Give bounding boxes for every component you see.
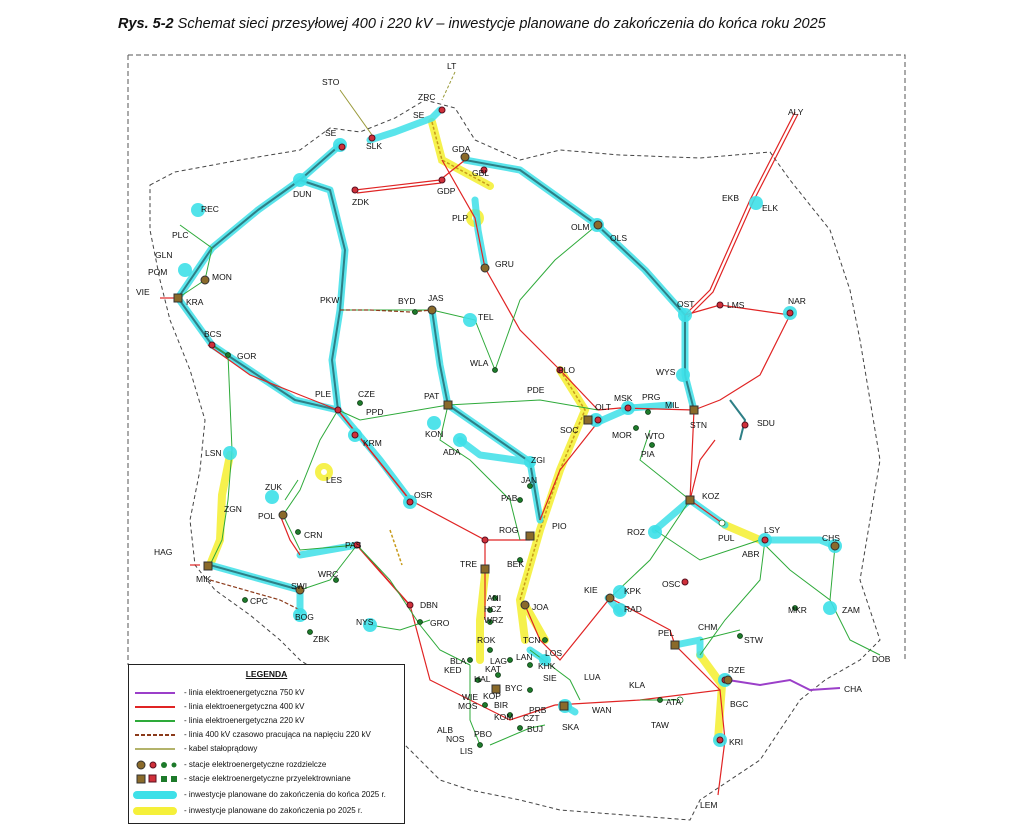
label-KRI: KRI bbox=[729, 737, 744, 747]
label-PEL: PEL bbox=[658, 628, 675, 638]
label-SKA: SKA bbox=[562, 722, 580, 732]
label-ZAM: ZAM bbox=[842, 605, 860, 615]
label-SE-west: SE bbox=[325, 128, 337, 138]
label-STO: STO bbox=[322, 77, 340, 87]
label-LUA: LUA bbox=[584, 672, 601, 682]
label-MON: MON bbox=[212, 272, 232, 282]
legend-label-750kv: - linia elektroenergetyczna 750 kV bbox=[184, 688, 305, 697]
legend-item-220kv bbox=[129, 715, 404, 727]
label-CZT: CZT bbox=[523, 713, 540, 723]
stations bbox=[174, 107, 842, 748]
label-LEM: LEM bbox=[700, 800, 718, 810]
label-SIE: SIE bbox=[543, 673, 557, 683]
label-TEL: TEL bbox=[478, 312, 494, 322]
label-JOA: JOA bbox=[532, 602, 549, 612]
label-KOP: KOP bbox=[483, 691, 501, 701]
legend-item-invest-2025 bbox=[129, 789, 404, 801]
label-GLN: GLN bbox=[155, 250, 173, 260]
label-ELK: ELK bbox=[762, 203, 779, 213]
label-DBN: DBN bbox=[420, 600, 438, 610]
legend-item-distribution-stations bbox=[129, 759, 404, 771]
label-BYD: BYD bbox=[398, 296, 416, 306]
legend-symbol-400kv bbox=[133, 701, 177, 713]
label-LT: LT bbox=[447, 61, 457, 71]
label-ALB: ALB bbox=[437, 725, 454, 735]
label-NAR: NAR bbox=[788, 296, 806, 306]
label-VIE: VIE bbox=[136, 287, 150, 297]
label-PRB: PRB bbox=[529, 705, 547, 715]
label-PPD: PPD bbox=[366, 407, 384, 417]
label-PAB: PAB bbox=[501, 493, 518, 503]
label-MIL: MIL bbox=[665, 400, 680, 410]
label-LAG: LAG bbox=[490, 656, 508, 666]
label-PUL: PUL bbox=[718, 533, 735, 543]
legend-item-400kv bbox=[129, 701, 404, 713]
label-CZE: CZE bbox=[358, 389, 375, 399]
label-SDU: SDU bbox=[757, 418, 775, 428]
legend-symbol-dc-cable bbox=[133, 743, 177, 755]
legend-symbol-invest-after-2025 bbox=[133, 805, 177, 817]
label-CHA: CHA bbox=[844, 684, 862, 694]
label-HAG: HAG bbox=[154, 547, 173, 557]
label-OSC: OSC bbox=[662, 579, 681, 589]
label-WTO: WTO bbox=[645, 431, 665, 441]
label-WIE: WIE bbox=[462, 692, 479, 702]
legend-label-400kv-at-220kv: - linia 400 kV czasowo pracująca na napięciu 220 kV bbox=[184, 730, 371, 739]
label-OLT: OLT bbox=[595, 402, 611, 412]
figure-number: Rys. 5-2 bbox=[118, 16, 174, 32]
label-LSY: LSY bbox=[764, 525, 781, 535]
label-BGC: BGC bbox=[730, 699, 749, 709]
legend-label-400kv: - linia elektroenergetyczna 400 kV bbox=[184, 702, 305, 711]
label-ATA: ATA bbox=[666, 697, 682, 707]
legend-label-invest-after-2025: - inwestycje planowane do zakończenia po 2025 r. bbox=[184, 806, 363, 815]
label-GDA: GDA bbox=[452, 144, 471, 154]
label-TRE: TRE bbox=[460, 559, 477, 569]
label-PIO: PIO bbox=[552, 521, 567, 531]
label-PIA: PIA bbox=[641, 449, 655, 459]
legend-item-plant-stations bbox=[129, 773, 404, 785]
station-halo bbox=[178, 138, 842, 747]
label-STW: STW bbox=[744, 635, 763, 645]
label-BIR: BIR bbox=[494, 700, 509, 710]
legend-label-220kv: - linia elektroenergetyczna 220 kV bbox=[184, 716, 305, 725]
label-DOB: DOB bbox=[872, 654, 891, 664]
label-LOS: LOS bbox=[545, 648, 563, 658]
label-WLA: WLA bbox=[470, 358, 489, 368]
label-OLM: OLM bbox=[571, 222, 590, 232]
label-OSR: OSR bbox=[414, 490, 433, 500]
label-ABR: ABR bbox=[742, 549, 760, 559]
label-KRM: KRM bbox=[363, 438, 382, 448]
legend-symbol-750kv bbox=[133, 687, 177, 699]
station-power-plant bbox=[174, 153, 839, 710]
label-WRZ: WRZ bbox=[484, 615, 504, 625]
label-PKW: PKW bbox=[320, 295, 340, 305]
label-SLK: SLK bbox=[366, 141, 383, 151]
label-MSK: MSK bbox=[614, 393, 633, 403]
label-BCS: BCS bbox=[204, 329, 222, 339]
label-RZE: RZE bbox=[728, 665, 745, 675]
label-ROZ: ROZ bbox=[627, 527, 645, 537]
label-PAS: PAS bbox=[345, 540, 362, 550]
dc-cable bbox=[340, 90, 372, 135]
label-CHS: CHS bbox=[822, 533, 840, 543]
label-HAL: HAL bbox=[474, 674, 491, 684]
label-GBL: GBL bbox=[472, 168, 490, 178]
label-KOZ: KOZ bbox=[702, 491, 720, 501]
label-ZDK: ZDK bbox=[352, 197, 369, 207]
label-KPK: KPK bbox=[624, 586, 642, 596]
label-STN: STN bbox=[690, 420, 707, 430]
label-BEK: BEK bbox=[507, 559, 525, 569]
label-GDP: GDP bbox=[437, 186, 456, 196]
label-LAN: LAN bbox=[516, 652, 533, 662]
label-PLO: PLO bbox=[558, 365, 576, 375]
label-ZBK: ZBK bbox=[313, 634, 330, 644]
label-KIE: KIE bbox=[584, 585, 598, 595]
legend-symbol-400kv-at-220kv bbox=[133, 729, 177, 741]
label-PBO: PBO bbox=[474, 729, 492, 739]
label-ZGI: ZGI bbox=[531, 455, 546, 465]
legend-symbol-invest-2025 bbox=[133, 789, 177, 801]
label-LSN: LSN bbox=[205, 448, 222, 458]
label-KOM: KOM bbox=[494, 712, 514, 722]
label-GRO: GRO bbox=[430, 618, 450, 628]
label-CRN: CRN bbox=[304, 530, 323, 540]
legend-item-750kv bbox=[129, 687, 404, 699]
label-NYS: NYS bbox=[356, 617, 374, 627]
label-KON: KON bbox=[425, 429, 444, 439]
label-WYS: WYS bbox=[656, 367, 676, 377]
legend bbox=[128, 664, 405, 824]
label-DUN: DUN bbox=[293, 189, 312, 199]
label-ZGN: ZGN bbox=[224, 504, 242, 514]
label-LES: LES bbox=[326, 475, 343, 485]
label-BOG: BOG bbox=[295, 612, 314, 622]
label-PAT: PAT bbox=[424, 391, 440, 401]
label-BLA: BLA bbox=[450, 656, 467, 666]
figure-caption: Schemat sieci przesyłowej 400 i 220 kV – inwestycje planowane do zakończenia do końca roku 2025 bbox=[177, 16, 826, 32]
label-ADA: ADA bbox=[443, 447, 461, 457]
label-LMS: LMS bbox=[727, 300, 745, 310]
label-CHM: CHM bbox=[698, 622, 718, 632]
label-KED: KED bbox=[444, 665, 462, 675]
label-MOS: MOS bbox=[458, 701, 478, 711]
label-GOR: GOR bbox=[237, 351, 257, 361]
label-MOR: MOR bbox=[612, 430, 632, 440]
label-BUJ: BUJ bbox=[527, 724, 544, 734]
label-NOS: NOS bbox=[446, 734, 465, 744]
label-PLE: PLE bbox=[315, 389, 332, 399]
label-PLC: PLC bbox=[172, 230, 189, 240]
label-WRC: WRC bbox=[318, 569, 339, 579]
label-ZUK: ZUK bbox=[265, 482, 282, 492]
legend-label-plant-stations: - stacje elektroenergetyczne przyelektrowniane bbox=[184, 774, 351, 783]
label-GRU: GRU bbox=[495, 259, 514, 269]
label-ALY: ALY bbox=[788, 107, 804, 117]
label-OLS: OLS bbox=[610, 233, 628, 243]
label-ZRC: ZRC bbox=[418, 92, 436, 102]
label-LIS: LIS bbox=[460, 746, 473, 756]
legend-symbol-distribution-stations bbox=[133, 759, 177, 771]
label-ROK: ROK bbox=[477, 635, 496, 645]
label-RAD: RAD bbox=[624, 604, 642, 614]
label-BYC: BYC bbox=[505, 683, 523, 693]
legend-label-distribution-stations: - stacje elektroenergetyczne rozdzielcze bbox=[184, 760, 327, 769]
label-JAN: JAN bbox=[521, 475, 538, 485]
legend-title: LEGENDA bbox=[245, 669, 288, 679]
label-MKR: MKR bbox=[788, 605, 807, 615]
legend-item-dc-cable bbox=[129, 743, 404, 755]
label-REC: REC bbox=[201, 204, 219, 214]
label-WAN: WAN bbox=[592, 705, 612, 715]
label-SE-north: SE bbox=[413, 110, 425, 120]
legend-label-dc-cable: - kabel stałoprądowy bbox=[184, 744, 258, 753]
label-JAS: JAS bbox=[428, 293, 444, 303]
legend-item-400kv-at-220kv bbox=[129, 729, 404, 741]
label-KRA: KRA bbox=[186, 297, 204, 307]
label-KAT: KAT bbox=[485, 664, 501, 674]
label-OST: OST bbox=[677, 299, 695, 309]
label-SWI: SWI bbox=[291, 581, 308, 591]
label-ROG: ROG bbox=[499, 525, 519, 535]
label-HCZ: HCZ bbox=[484, 604, 502, 614]
legend-symbol-plant-stations bbox=[133, 773, 177, 785]
legend-symbol-220kv bbox=[133, 715, 177, 727]
label-CPC: CPC bbox=[250, 596, 268, 606]
label-POL: POL bbox=[258, 511, 276, 521]
label-PDE: PDE bbox=[527, 385, 545, 395]
label-EKB: EKB bbox=[722, 193, 740, 203]
legend-item-invest-after-2025 bbox=[129, 805, 404, 817]
label-KLA: KLA bbox=[629, 680, 646, 690]
label-TCN: TCN bbox=[523, 635, 541, 645]
dc-cable-lt bbox=[442, 72, 455, 100]
label-KHK: KHK bbox=[538, 661, 556, 671]
label-MIK: MIK bbox=[196, 574, 212, 584]
label-POM: POM bbox=[148, 267, 168, 277]
label-ANI: ANI bbox=[487, 593, 502, 603]
label-TAW: TAW bbox=[651, 720, 669, 730]
label-PRG: PRG bbox=[642, 392, 661, 402]
label-PLP: PLP bbox=[452, 213, 469, 223]
legend-label-invest-2025: - inwestycje planowane do zakończenia do końca 2025 r. bbox=[184, 790, 386, 799]
label-SOC: SOC bbox=[560, 425, 579, 435]
